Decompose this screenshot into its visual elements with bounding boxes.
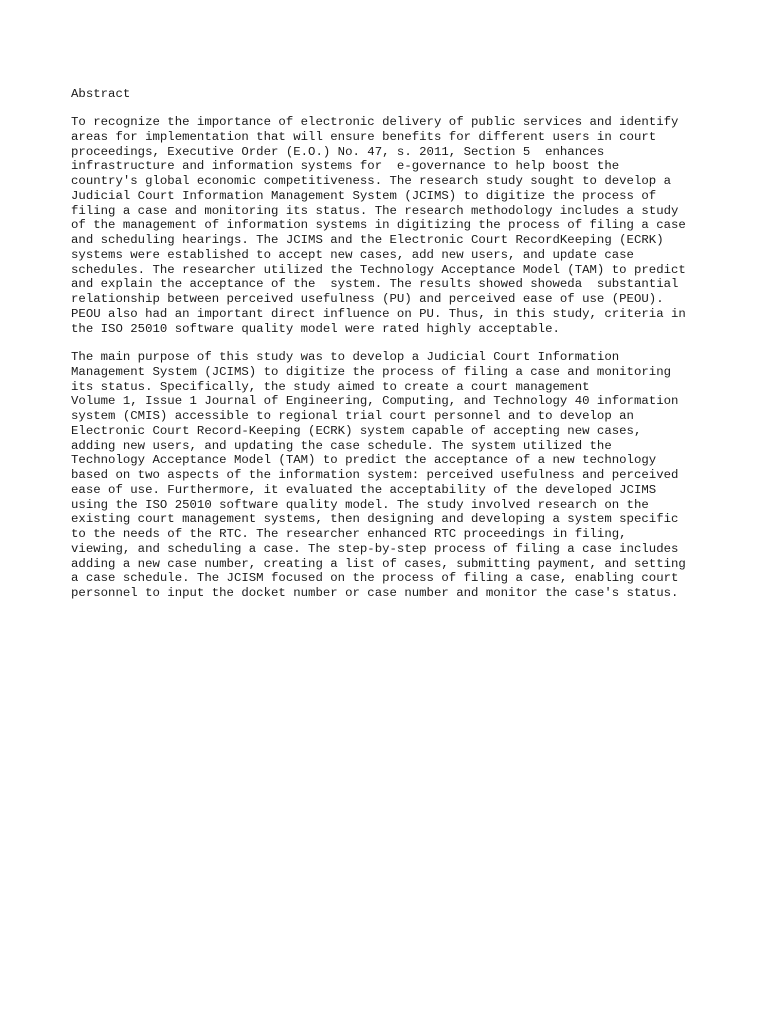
abstract-heading: Abstract <box>71 87 131 101</box>
abstract-paragraph-2: The main purpose of this study was to develop a Judicial Court Information Management System (JCIMS) to digitize the process of filing a case and monitoring its status. Specifically, the study aimed to create a court management Volume 1, Issue 1 Journal of Engineering, Computing, and Technology 40 information system (CMIS) accessible to regional trial court personnel and to develop an Electronic Court Record-Keeping (ECRK) system capable of accepting new cases, adding new users, and updating the case schedule. The system utilized the Technology Acceptance Model (TAM) to predict the acceptance of a new technology based on two aspects of the information system: perceived usefulness and perceived ease of use. Furthermore, it evaluated the acceptability of the developed JCIMS using the ISO 25010 software quality model. The study involved research on the existing court management systems, then designing and developing a system specific to the needs of the RTC. The researcher enhanced RTC proceedings in filing, viewing, and scheduling a case. The step-by-step process of filing a case includes adding a new case number, creating a list of cases, submitting payment, and setting a case schedule. The JCISM focused on the process of filing a case, enabling court personnel to input the docket number or case number and monitor the case's status. <box>71 350 686 600</box>
abstract-paragraph-1: To recognize the importance of electronic delivery of public services and identify areas for implementation that will ensure benefits for different users in court proceedings, Executive Order (E.O.) No. 47, s. 2011, Section 5 enhances infrastructure and information systems for e-governance to help boost the country's global economic competitiveness. The research study sought to develop a Judicial Court Information Management System (JCIMS) to digitize the process of filing a case and monitoring its status. The research methodology includes a study of the management of information systems in digitizing the process of filing a case and scheduling hearings. The JCIMS and the Electronic Court RecordKeeping (ECRK) systems were established to accept new cases, add new users, and update case schedules. The researcher utilized the Technology Acceptance Model (TAM) to predict and explain the acceptance of the system. The results showed showeda substantial relationship between perceived usefulness (PU) and perceived ease of use (PEOU). PEOU also had an important direct influence on PU. Thus, in this study, criteria in the ISO 25010 software quality model were rated highly acceptable. <box>71 115 686 336</box>
